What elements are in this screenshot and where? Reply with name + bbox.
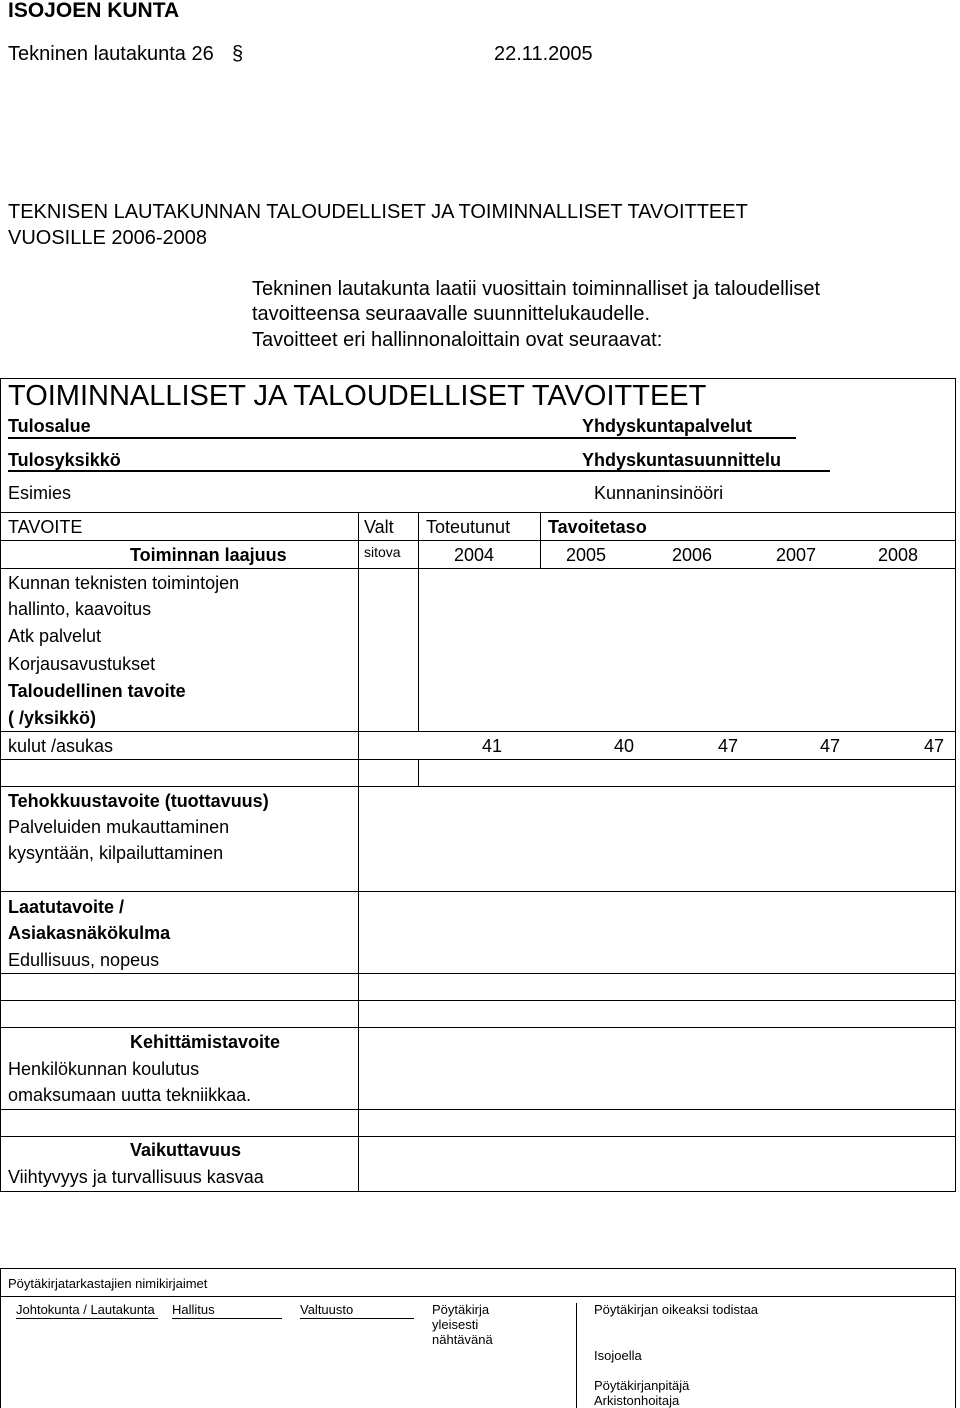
intro-line2: tavoitteensa seuraavalle suunnittelukaudelle.	[252, 303, 651, 325]
year-2004: 2004	[454, 545, 495, 565]
intro-line1: Tekninen lautakunta laatii vuosittain toiminnalliset ja taloudelliset	[252, 278, 821, 300]
footer-valtuusto: Valtuusto	[300, 1302, 354, 1317]
valt-header: Valt	[364, 517, 394, 537]
year-2006: 2006	[672, 545, 713, 565]
section-sign: §	[232, 43, 244, 65]
footer-poytakirja-line3: nähtävänä	[432, 1332, 493, 1347]
toiminnan-laajuus-header: Toiminnan laajuus	[130, 545, 287, 565]
tulosalue-label: Tulosalue	[8, 416, 91, 436]
laatutavoite-heading-line1: Laatutavoite /	[8, 897, 125, 917]
kehittamistavoite-line1: Henkilökunnan koulutus	[8, 1059, 200, 1079]
document-title-line1: TEKNISEN LAUTAKUNNAN TALOUDELLISET JA TOIMINNALLISET TAVOITTEET	[8, 201, 748, 223]
footer-title: Pöytäkirjatarkastajien nimikirjaimet	[8, 1276, 208, 1291]
footer-isojoella: Isojoella	[594, 1348, 642, 1363]
footer-poytakirja-line1: Pöytäkirja	[432, 1302, 490, 1317]
kulut-2005: 40	[614, 736, 635, 756]
row-korjausavustukset: Korjausavustukset	[8, 654, 156, 674]
intro-line3: Tavoitteet eri hallinnonaloittain ovat seuraavat:	[252, 329, 663, 351]
footer-hallitus: Hallitus	[172, 1302, 215, 1317]
palvelut-line1: Palveluiden mukauttaminen	[8, 817, 230, 837]
organization-name: ISOJOEN KUNTA	[8, 0, 180, 22]
vaikuttavuus-heading: Vaikuttavuus	[130, 1140, 242, 1160]
tulosyksikko-value: Yhdyskuntasuunnittelu	[582, 450, 782, 470]
footer-johtokunta: Johtokunta / Lautakunta	[16, 1302, 155, 1317]
laatutavoite-heading-line2: Asiakasnäkökulma	[8, 923, 171, 943]
tehokkuustavoite-heading: Tehokkuustavoite (tuottavuus)	[8, 791, 269, 811]
vaikuttavuus-text: Viihtyvyys ja turvallisuus kasvaa	[8, 1167, 264, 1187]
footer-poytakirjanpitaja: Pöytäkirjanpitäjä	[594, 1378, 690, 1393]
goals-heading: TOIMINNALLISET JA TALOUDELLISET TAVOITTEET	[8, 380, 707, 412]
year-2008: 2008	[878, 545, 919, 565]
footer-arkistonhoitaja: Arkistonhoitaja	[594, 1393, 680, 1408]
kulut-2004: 41	[482, 736, 503, 756]
footer-oikeaksi: Pöytäkirjan oikeaksi todistaa	[594, 1302, 759, 1317]
kehittamistavoite-line2: omaksumaan uutta tekniikkaa.	[8, 1085, 252, 1105]
laatutavoite-text: Edullisuus, nopeus	[8, 950, 160, 970]
year-2005: 2005	[566, 545, 607, 565]
year-2007: 2007	[776, 545, 817, 565]
taloudellinen-tavoite-line1: Taloudellinen tavoite	[8, 681, 186, 701]
taloudellinen-tavoite-line2: ( /yksikkö)	[8, 708, 97, 728]
sitova-header: sitova	[364, 544, 401, 560]
tavoite-header: TAVOITE	[8, 517, 83, 537]
meeting-label: Tekninen lautakunta 26	[8, 43, 214, 65]
tulosyksikko-label: Tulosyksikkö	[8, 450, 121, 470]
kulut-label: kulut /asukas	[8, 736, 114, 756]
footer-poytakirja-line2: yleisesti	[432, 1317, 479, 1332]
row-atk: Atk palvelut	[8, 626, 102, 646]
esimies-label: Esimies	[8, 483, 72, 503]
meeting-date: 22.11.2005	[494, 43, 593, 65]
palvelut-line2: kysyntään, kilpailuttaminen	[8, 843, 224, 863]
kehittamistavoite-heading: Kehittämistavoite	[130, 1032, 281, 1052]
document-title-line2: VUOSILLE 2006-2008	[8, 227, 208, 249]
kulut-2008: 47	[924, 736, 945, 756]
row-kunnan-line2: hallinto, kaavoitus	[8, 599, 152, 619]
esimies-value: Kunnaninsinööri	[594, 483, 724, 503]
tulosalue-value: Yhdyskuntapalvelut	[582, 416, 753, 436]
kulut-2006: 47	[718, 736, 739, 756]
toteutunut-header: Toteutunut	[426, 517, 511, 537]
row-kunnan-line1: Kunnan teknisten toimintojen	[8, 573, 240, 593]
kulut-2007: 47	[820, 736, 841, 756]
tavoitetaso-header: Tavoitetaso	[548, 517, 647, 537]
